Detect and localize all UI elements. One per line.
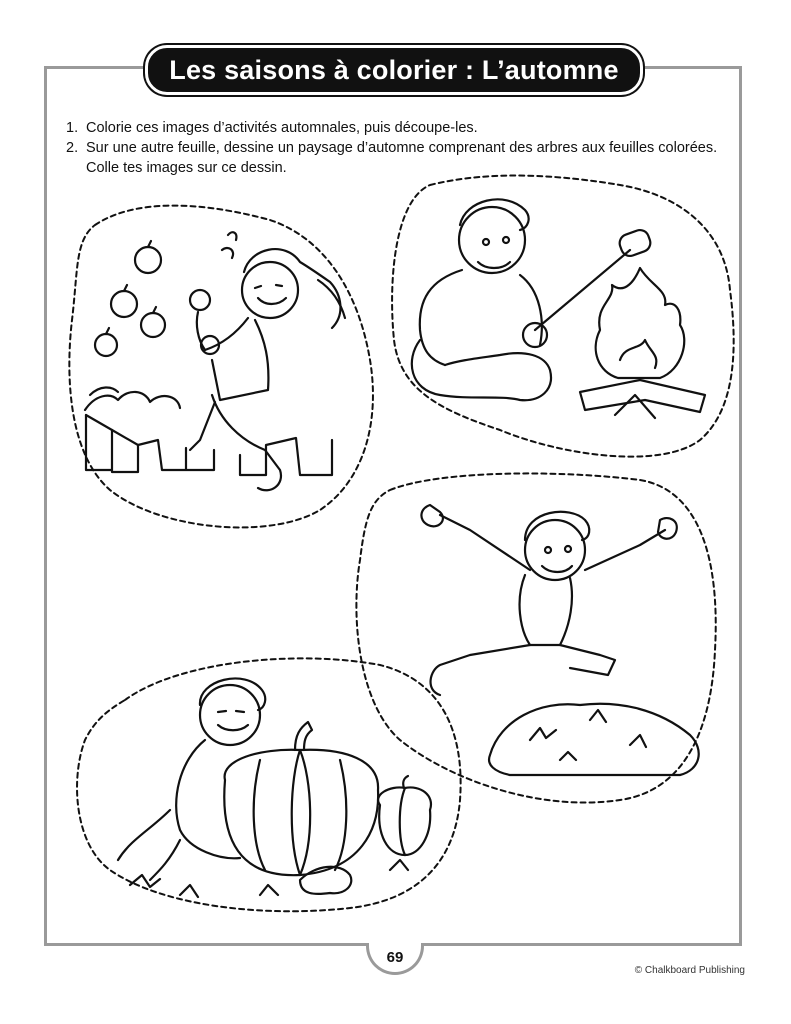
child-hugging-pumpkin-illustration (77, 658, 461, 911)
instruction-number: 2. (66, 140, 79, 156)
page-number: 69 (386, 949, 404, 966)
copyright-notice: © Chalkboard Publishing (634, 965, 745, 976)
boy-jumping-in-leaves-illustration (356, 473, 715, 802)
boy-roasting-marshmallow-illustration (392, 176, 734, 457)
instruction-number: 1. (66, 120, 79, 136)
instruction-text: Colorie ces images d’activités automnales, puis découpe-les. (86, 120, 478, 136)
instruction-text: Sur une autre feuille, dessine un paysage d’automne comprenant des arbres aux feuilles colorées. Colle tes images sur ce dessin. (86, 140, 718, 176)
page-title: Les saisons à colorier : L’automne (169, 54, 619, 85)
girl-picking-apples-illustration (69, 206, 373, 528)
